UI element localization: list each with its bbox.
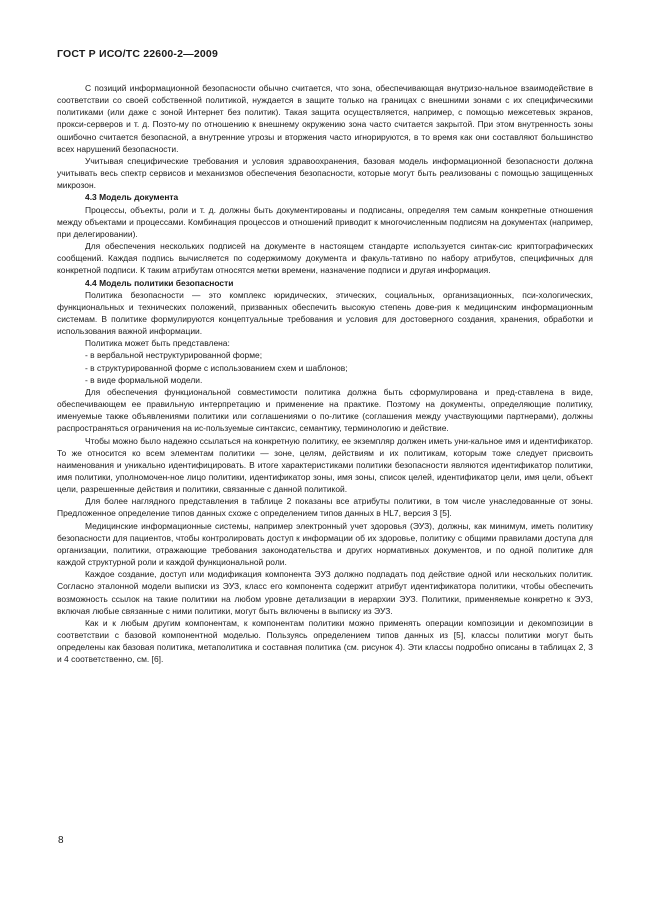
paragraph: Чтобы можно было надежно ссылаться на конкретную политику, ее экземпляр должен иметь уни-кальное имя и идентификатор. То же относится ко всем элементам политики — зоне, целям, действиям и их политикам, которым тоже следует присвоить наименования и уникально идентифицировать. В итоге характеристиками политики безопасности являются идентификатор политики, имя политики, уполномочен-ное лицо политики, идентификатор зоны, имя зоны, список целей, идентификатор цели, имя цели, объект цели, разрешенные действия и политики, связанные с данной политикой. [57,435,593,495]
section-heading-4-4: 4.4 Модель политики безопасности [85,277,234,288]
paragraph: Политика может быть представлена: [85,338,230,349]
paragraph: Учитывая специфические требования и условия здравоохранения, базовая модель информационной безопасности должна учитывать весь спектр сервисов и механизмов обеспечения безопасности, которые могут быть реализованы с помощью защищенных микрозон. [57,155,593,191]
paragraph: С позиций информационной безопасности обычно считается, что зона, обеспечивающая внутризо-нальное взаимодействие в соответствии со своей собственной политикой, нуждается в защите только на границах с внешними зонами с их специфическими политиками (или даже с зоной Интернет без политик). Такая защита осуществляется, например, с помощью межсетевых экранов, прокси-серверов и т. д. Поэто-му по отношению к внешнему окружению зона часто считается закрытой. При этом внутренность зоны ошибочно считается безопасной, а внутренние угрозы и вторжения часто игнорируются, в то время как они составляют большинство всех нарушений безопасности. [57,83,593,154]
list-item: - в вербальной неструктурированной форме; [85,350,263,361]
paragraph: Как и к любым другим компонентам, к компонентам политики можно применять операции композиции и декомпозиции в соответствии с базовой компонентной моделью. Пользуясь определением типов данных из [5], классы политики могут быть определены как базовая политика, метаполитика и составная политика (см. рисунок 4). Эти классы подробно описаны в таблицах 2, 3 и 4 соответственно, см. [6]. [57,617,593,665]
page-number: 8 [58,835,64,846]
document-body [57,82,593,666]
paragraph: Для более наглядного представления в таблице 2 показаны все атрибуты политики, в том числе унаследованные от зоны. Предложенное определение типов данных схоже с определением типов данных в HL7, версия 3 [5]. [57,496,593,519]
list-item: - в структурированной форме с использованием схем и шаблонов; [85,362,348,373]
paragraph: Процессы, объекты, роли и т. д. должны быть документированы и подписаны, определяя тем самым конкретные отношения между объектами и процессами. Комбинация процессов и отношений приводит к многочисленным подписям на документах (например, при делегировании). [57,204,593,239]
paragraph: Для обеспечения функциональной совместимости политика должна быть сформулирована и пред-ставлена в виде, обеспечивающем ее правильную интерпретацию и применение на практике. Поэтому на документы, определяющие политику, именуемые также объявлениями политики или соглашениями о по-литике (соглашения между участвующими партнерами), должны распространяться ограничения на ис-пользуемые синтаксис, семантику, терминологию и действие. [57,386,593,434]
paragraph: Каждое создание, доступ или модификация компонента ЭУЗ должно подпадать под действие одной или нескольких политик. Согласно эталонной модели выписки из ЭУЗ, класс его компонента содержит атрибут идентификатора политики, чтобы обеспечить возможность ссылок на такие политики на любом уровне детализации в иерархии ЭУЗ. Политики, применяемые конкретно к ЭУЗ, включая любые связанные с ними политики, могут быть включены в выписку из ЭУЗ. [57,569,593,616]
document-header: ГОСТ Р ИСО/ТС 22600-2—2009 [57,48,219,60]
paragraph: Медицинские информационные системы, например электронный учет здоровья (ЭУЗ), должны, как минимум, иметь политику безопасности для пациентов, чтобы контролировать доступ к информации об их здоровье, политику с общими правилами доступа для организации, политики, отражающие требования законодательства и других нормативных документов, и по одной политике для каждой структурной роли и каждой функциональной роли. [57,520,593,568]
paragraph: Политика безопасности — это комплекс юридических, этических, социальных, организационных, пси-хологических, функциональных и технических положений, призванных обеспечить высокую степень дове-рия к медицинским информационным системам. В политике формулируются концептуальные требования и условия для достоверного создания, хранения, обработки и использования важной информации. [57,289,593,337]
section-heading-4-3: 4.3 Модель документа [85,192,179,203]
paragraph: Для обеспечения нескольких подписей на документе в настоящем стандарте используется синтак-сис криптографических сообщений. Каждая подпись вычисляется по содержимому документа и факуль-тативно по набору атрибутов, специфичных для конкретной подписи. К таким атрибутам относятся метки времени, назначение подписи и другая информация. [57,241,593,276]
list-item: - в виде формальной модели. [85,374,203,385]
